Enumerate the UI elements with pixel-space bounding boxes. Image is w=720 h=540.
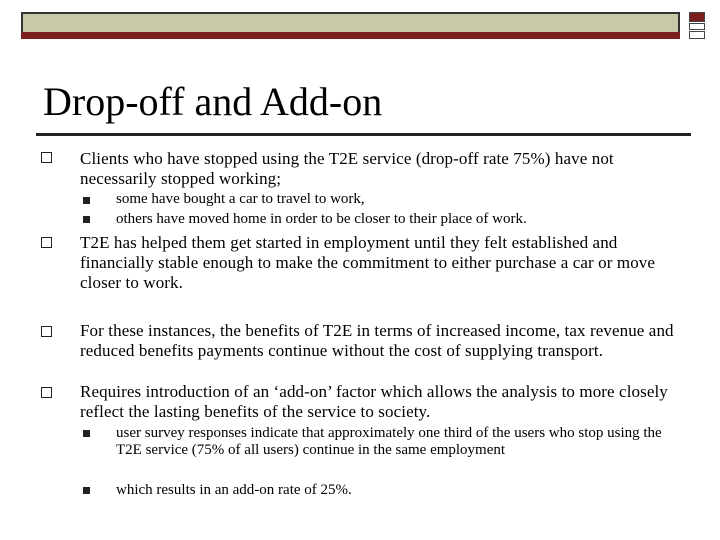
filled-square-bullet-icon — [83, 430, 90, 437]
title-divider — [36, 133, 691, 136]
decorative-square-hollow — [689, 31, 705, 39]
sub-bullet-text: some have bought a car to travel to work, — [116, 191, 365, 207]
sub-bullet-text: which results in an add-on rate of 25%. — [116, 482, 352, 498]
hollow-square-bullet-icon — [41, 152, 52, 163]
sub-bullet-text: user survey responses indicate that approximately one third of the users who stop using the T2E service (75% of all users) continue in the same employment — [116, 425, 662, 458]
slide-title: Drop-off and Add-on — [43, 79, 383, 124]
bullet-text: T2E has helped them get started in employment until they felt established and financially stable enough to make the commitment to either purchase a car or move closer to work. — [80, 233, 656, 292]
bullet-text: Requires introduction of an ‘add-on’ factor which allows the analysis to more closely reflect the lasting benefits of the service to society. — [80, 382, 668, 421]
filled-square-bullet-icon — [83, 487, 90, 494]
decorative-square-filled — [689, 12, 705, 22]
header-decorative-bar — [21, 12, 680, 39]
decorative-square-hollow — [689, 23, 705, 30]
bullet-text: For these instances, the benefits of T2E in terms of increased income, tax revenue and reduced benefits payments continue without the cost of supplying transport. — [80, 321, 674, 360]
bullet-text: Clients who have stopped using the T2E service (drop-off rate 75%) have not necessarily stopped working; — [80, 149, 614, 188]
hollow-square-bullet-icon — [41, 237, 52, 248]
sub-bullet-text: others have moved home in order to be closer to their place of work. — [116, 211, 527, 227]
filled-square-bullet-icon — [83, 197, 90, 204]
filled-square-bullet-icon — [83, 216, 90, 223]
hollow-square-bullet-icon — [41, 387, 52, 398]
hollow-square-bullet-icon — [41, 326, 52, 337]
